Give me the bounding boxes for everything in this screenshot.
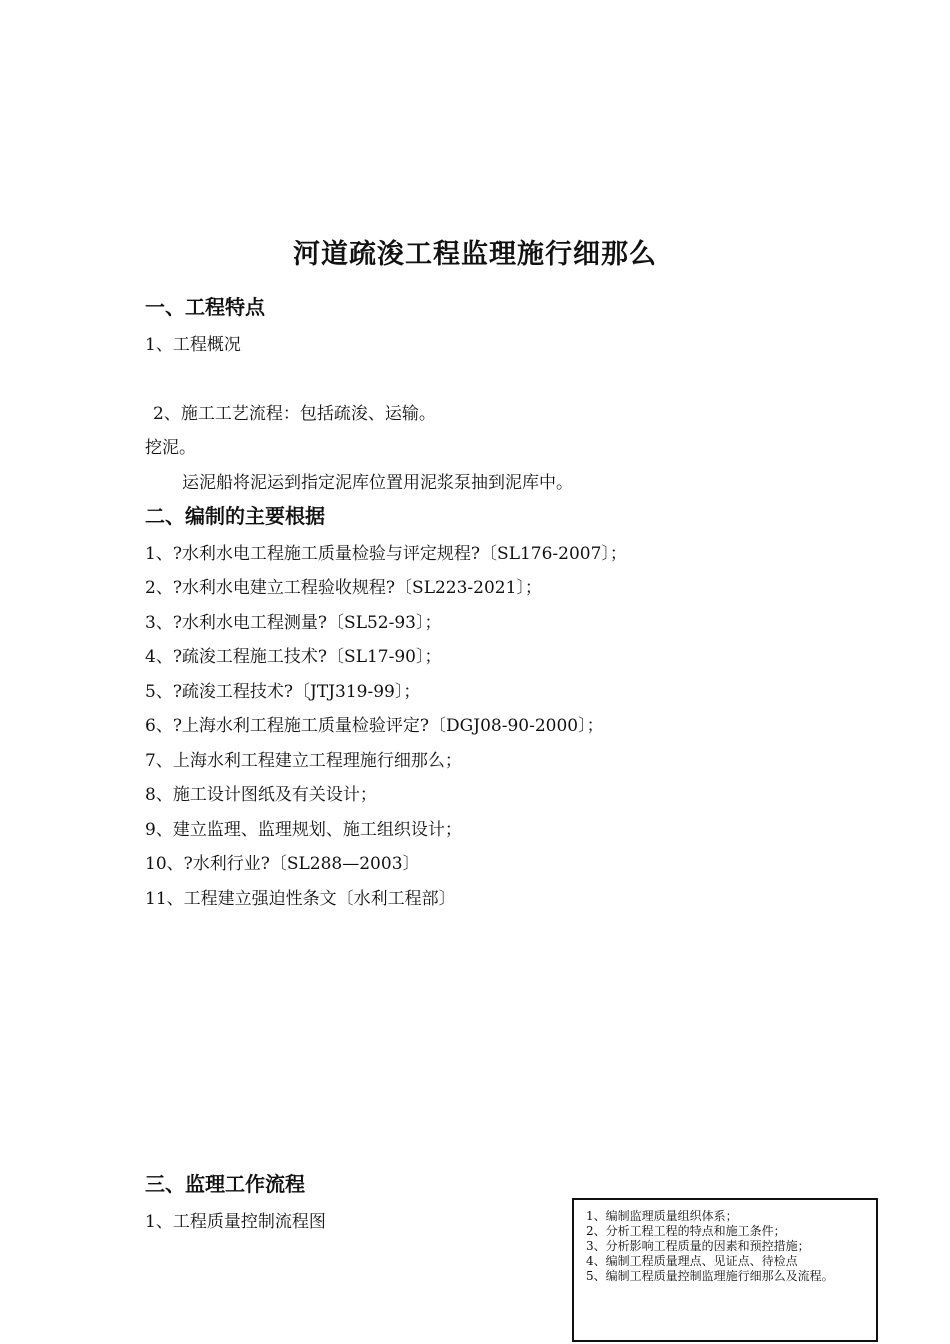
list-item: 5、?疏浚工程技术?〔JTJ319-99〕；	[145, 682, 421, 702]
flowchart-box-line: 4、编制工程质量理点、见证点、待检点	[586, 1254, 798, 1268]
list-item: 11、工程建立强迫性条文〔水利工程部〕	[145, 889, 456, 909]
list-item: 3、?水利水电工程测量?〔SL52-93〕；	[145, 613, 442, 633]
list-item: 10、?水利行业?〔SL288—2003〕	[145, 854, 420, 874]
flowchart-box-line: 2、分析工程工程的特点和施工条件；	[586, 1224, 786, 1238]
list-item: 7、上海水利工程建立工程理施行细那么；	[145, 751, 462, 771]
paragraph-line: 2、施工工艺流程：包括疏浚、运输。	[153, 404, 436, 424]
flowchart-box-line: 1、编制监理质量组织体系；	[586, 1209, 738, 1223]
section-heading-workflow: 三、监理工作流程	[145, 1172, 305, 1196]
section-heading-project-features: 一、工程特点	[145, 295, 265, 319]
list-item: 9、建立监理、监理规划、施工组织设计；	[145, 820, 462, 840]
paragraph-line: 1、工程概况	[145, 335, 241, 355]
list-item: 8、施工设计图纸及有关设计；	[145, 785, 377, 805]
list-item: 2、?水利水电建立工程验收规程?〔SL223-2021〕；	[145, 578, 542, 598]
section-heading-basis: 二、编制的主要根据	[145, 504, 325, 528]
list-item: 4、?疏浚工程施工技术?〔SL17-90〕；	[145, 647, 442, 667]
list-item: 6、?上海水利工程施工质量检验评定?〔DGJ08-90-2000〕；	[145, 716, 604, 736]
list-item: 1、?水利水电工程施工质量检验与评定规程?〔SL176-2007〕；	[145, 544, 627, 564]
flowchart-box	[572, 1198, 878, 1342]
flowchart-box-line: 3、分析影响工程质量的因素和预控措施；	[586, 1239, 810, 1253]
document-title: 河道疏浚工程监理施行细那么	[293, 239, 657, 270]
paragraph-line: 运泥船将泥运到指定泥库位置用泥浆泵抽到泥库中。	[182, 473, 573, 493]
flowchart-box-line: 5、编制工程质量控制监理施行细那么及流程。	[586, 1269, 834, 1283]
paragraph-line: 1、工程质量控制流程图	[145, 1212, 326, 1232]
paragraph-line: 挖泥。	[145, 438, 196, 458]
